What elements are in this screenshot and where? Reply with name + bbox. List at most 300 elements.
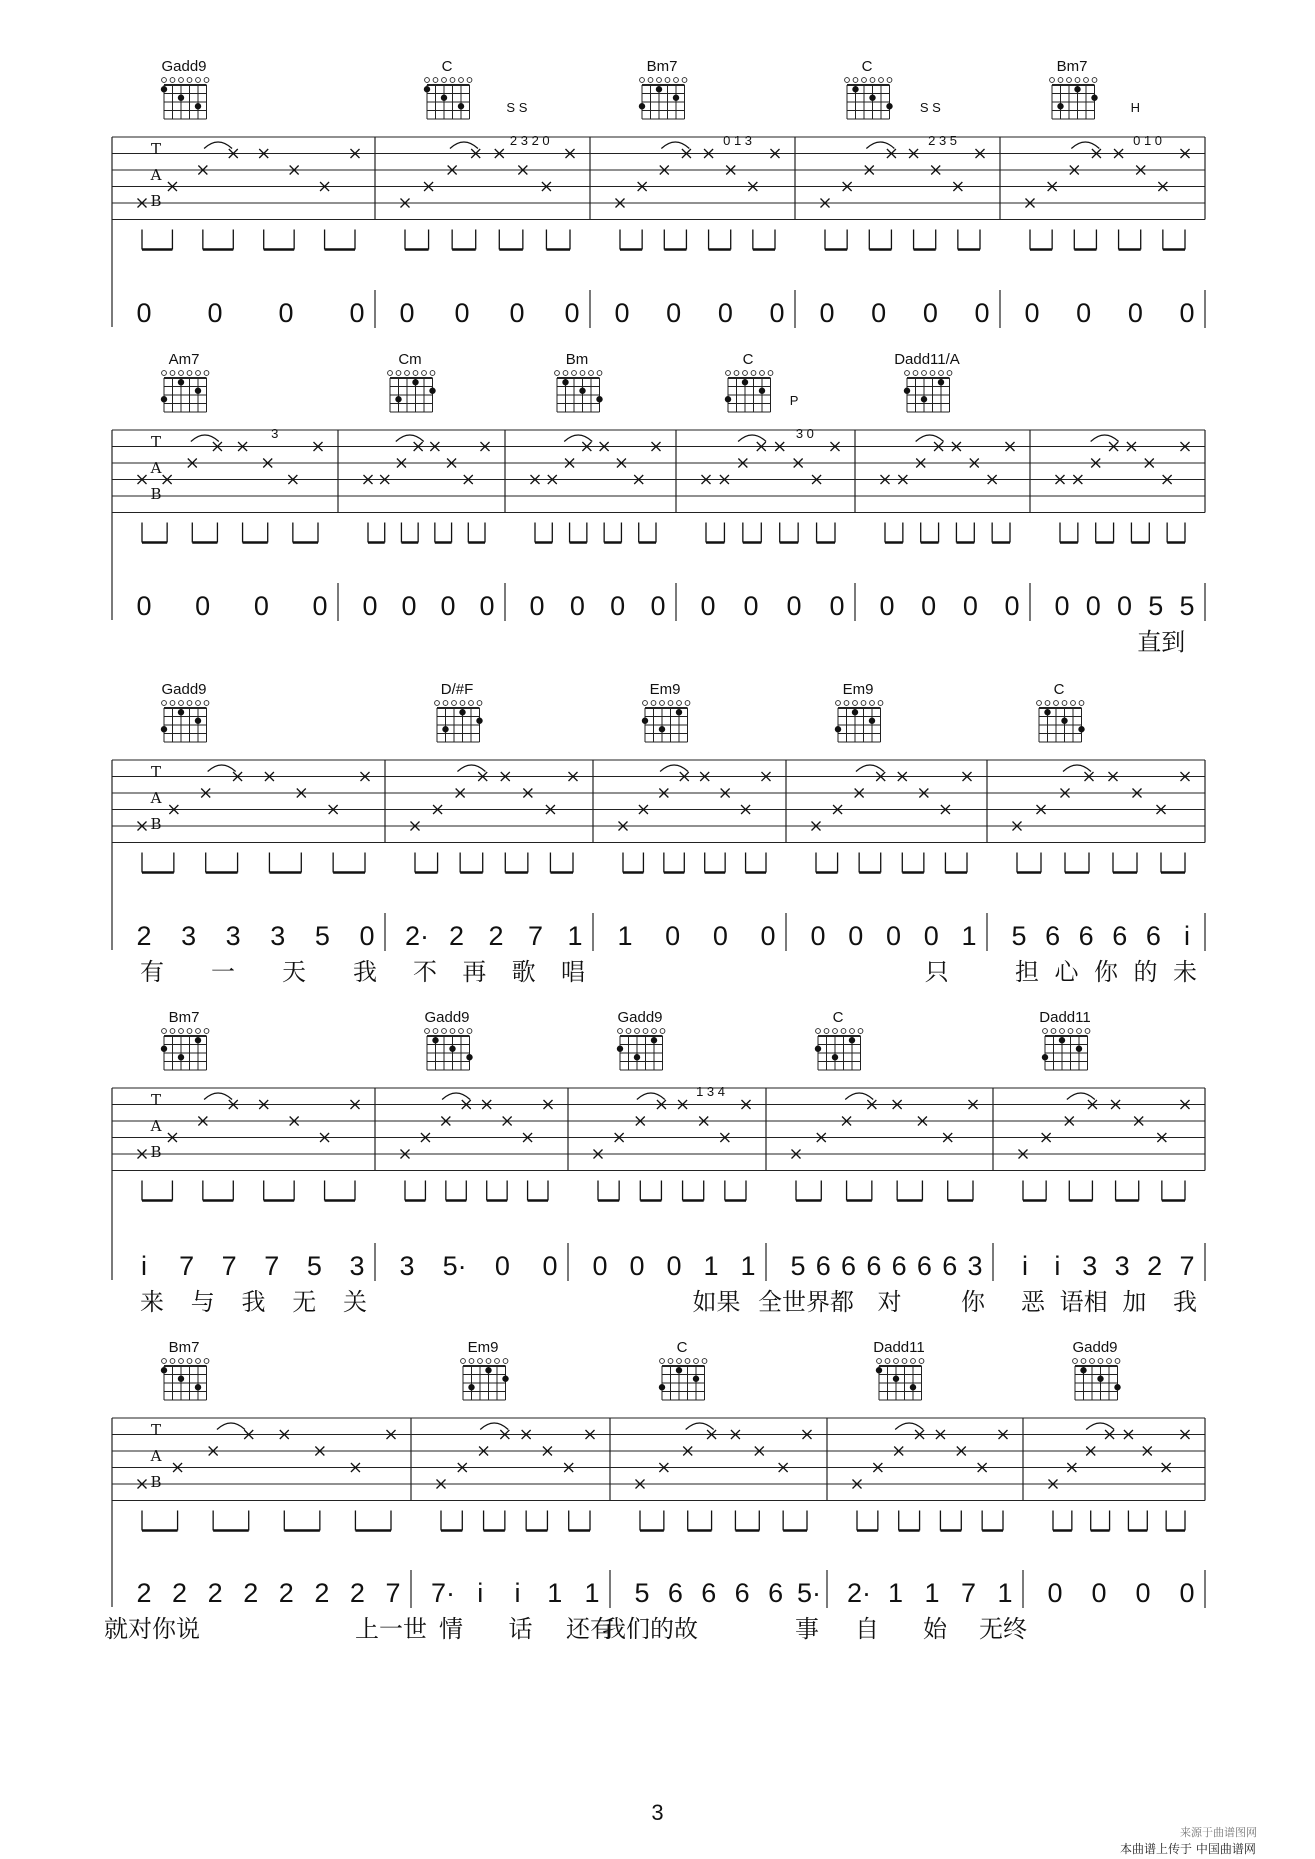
- tab-clef-letter: A: [150, 459, 162, 477]
- number-note: 5: [314, 921, 330, 951]
- chord-diagram: [845, 78, 893, 119]
- numbered-notes: [362, 591, 494, 621]
- number-note: 7: [221, 1251, 237, 1281]
- lyric-word: 的: [1133, 958, 1158, 986]
- number-note: 2: [243, 1578, 259, 1608]
- number-note: 6: [815, 1251, 831, 1281]
- tab-fret-numbers: 0 1 3: [723, 133, 753, 148]
- numbered-notes: [700, 591, 844, 621]
- chord-diagram: [425, 1029, 473, 1070]
- numbered-notes: [136, 1578, 400, 1608]
- system-5: [104, 1339, 1205, 1643]
- numbered-notes: [1022, 1251, 1195, 1281]
- tab-clef-letter: T: [150, 140, 162, 158]
- lyric-word: 就对你说: [104, 1615, 200, 1643]
- measure: [1019, 1009, 1206, 1316]
- system-4: [112, 1009, 1205, 1316]
- number-note: 0: [440, 591, 456, 621]
- number-note: 2·: [404, 921, 430, 951]
- lyrics: [439, 1615, 614, 1643]
- number-note: 6: [841, 1251, 857, 1281]
- tab-notes: [594, 1093, 751, 1201]
- number-note: 0: [349, 298, 365, 328]
- chord-name: Gadd9: [1072, 1339, 1118, 1356]
- number-note: 0: [885, 921, 902, 951]
- chord-diagram: [161, 1029, 209, 1070]
- numbered-notes: [879, 591, 1019, 621]
- number-note: 1: [997, 1578, 1013, 1608]
- tab-notes: [1056, 435, 1190, 543]
- number-note: 0: [760, 921, 776, 951]
- numbered-notes: [136, 298, 364, 328]
- number-note: 7·: [430, 1578, 456, 1608]
- tab-fret-numbers: 2 3 2 0: [509, 133, 550, 148]
- lyric-word: 担: [1015, 958, 1039, 986]
- number-note: 7: [1179, 1251, 1195, 1281]
- number-note: 6: [1112, 921, 1128, 951]
- number-note: 6: [891, 1251, 907, 1281]
- numbered-notes: [399, 1251, 557, 1281]
- number-note: 6: [1145, 921, 1161, 951]
- number-note: 0: [529, 591, 545, 621]
- chord-diagram: [1037, 701, 1085, 742]
- number-note: 1: [924, 1578, 940, 1608]
- chord-name: Am7: [168, 351, 200, 368]
- chord-name: C: [832, 1009, 844, 1026]
- lyric-word: 无: [292, 1288, 317, 1316]
- numbered-notes: [810, 921, 976, 951]
- lyric-word: 话: [508, 1615, 533, 1643]
- chord-diagram: [1042, 1029, 1090, 1070]
- number-note: 3: [270, 921, 286, 951]
- number-note: 5: [1148, 591, 1164, 621]
- number-note: 0: [665, 921, 681, 951]
- tab-notes: [853, 1423, 1008, 1531]
- number-note: 0: [479, 591, 495, 621]
- measure: [104, 1339, 427, 1643]
- lyric-word: 我: [241, 1288, 266, 1316]
- number-note: 0: [650, 591, 666, 621]
- number-note: 1: [567, 921, 583, 951]
- number-note: 0: [700, 591, 716, 621]
- number-note: 6: [942, 1251, 958, 1281]
- chord-diagram: [639, 78, 687, 119]
- chord-name: C: [742, 351, 754, 368]
- chord-diagram: [617, 1029, 665, 1070]
- number-note: 0: [871, 298, 887, 328]
- chord-name: Dadd11: [873, 1339, 925, 1356]
- chord-diagram: [555, 371, 603, 412]
- tab-notes: [411, 765, 578, 873]
- chord-name: Bm7: [646, 58, 678, 75]
- system-1: [112, 58, 1205, 328]
- number-note: 0: [1179, 298, 1195, 328]
- chord-name: Dadd11/A: [894, 351, 960, 368]
- chord-diagram: [161, 701, 209, 742]
- numbered-notes: [136, 591, 327, 621]
- lyric-word: 我: [353, 958, 377, 986]
- tab-notes: [821, 142, 985, 250]
- numbered-notes: [529, 591, 665, 621]
- number-note: 0: [848, 921, 864, 951]
- number-note: 1: [887, 1578, 904, 1608]
- numbered-notes: [614, 298, 784, 328]
- chord-name: C: [441, 58, 453, 75]
- tab-clef-letter: T: [150, 433, 162, 451]
- number-note: 5·: [796, 1578, 822, 1608]
- measure: [602, 1339, 827, 1643]
- tab-clef-letter: A: [150, 1447, 162, 1465]
- number-note: 0: [1054, 591, 1070, 621]
- footer-source: 来源于曲谱图网: [1180, 1826, 1257, 1839]
- number-note: 0: [1076, 298, 1092, 328]
- number-note: 0: [401, 591, 417, 621]
- number-note: 0: [1085, 591, 1101, 621]
- lyric-word: 对: [877, 1288, 902, 1316]
- number-note: 0: [592, 1251, 608, 1281]
- number-note: 6: [1045, 921, 1061, 951]
- chord-name: Gadd9: [617, 1009, 663, 1026]
- measure: [1024, 58, 1205, 328]
- tab-clef-letter: B: [150, 1473, 162, 1491]
- measure: [136, 681, 385, 986]
- tab-notes: [1019, 1093, 1190, 1201]
- chord-diagram: [725, 371, 773, 412]
- number-note: 1: [961, 921, 977, 951]
- tab-notes: [812, 765, 972, 873]
- chord-name: Bm7: [1056, 58, 1088, 75]
- page-number: 3: [651, 1800, 664, 1825]
- chord-name: Gadd9: [161, 58, 207, 75]
- lyric-word: 与: [190, 1288, 215, 1316]
- tab-notes: [702, 435, 840, 543]
- number-note: 0: [666, 298, 682, 328]
- number-note: 0: [359, 921, 375, 951]
- numbered-notes: [1054, 591, 1194, 621]
- number-note: i: [514, 1578, 521, 1608]
- tab-clef-letter: B: [150, 1143, 162, 1161]
- tab-notes: [138, 142, 360, 250]
- chord-name: Gadd9: [424, 1009, 470, 1026]
- chord-diagram: [659, 1359, 707, 1400]
- number-note: 0: [810, 921, 826, 951]
- measure: [529, 351, 676, 621]
- measure: [758, 1009, 993, 1316]
- measure: [614, 58, 795, 328]
- number-note: 6: [916, 1251, 932, 1281]
- chord-name: Em9: [467, 1339, 499, 1356]
- number-note: 3: [349, 1251, 365, 1281]
- lyric-word: 天: [282, 958, 306, 986]
- number-note: 0: [962, 591, 978, 621]
- numbered-notes: [634, 1578, 821, 1608]
- lyric-word: 恶: [1021, 1288, 1045, 1316]
- number-note: 2: [349, 1578, 365, 1608]
- lyric-word: 无终: [979, 1615, 1027, 1643]
- chord-diagram: [1073, 1359, 1121, 1400]
- number-note: 0: [195, 591, 211, 621]
- footer-site-name: 中国曲谱网: [1195, 1842, 1256, 1856]
- number-note: 0: [136, 298, 152, 328]
- system-3: [112, 681, 1205, 986]
- lyric-word: 始: [923, 1615, 947, 1643]
- number-note: 2: [1147, 1251, 1163, 1281]
- lyric-word: 我: [1173, 1288, 1197, 1316]
- tab-notes: [531, 435, 661, 543]
- tab-notes: [792, 1093, 978, 1201]
- number-note: 7: [179, 1251, 195, 1281]
- number-note: 7: [527, 921, 544, 951]
- lyric-word: 情: [439, 1615, 463, 1643]
- lyric-word: 我们的故: [602, 1615, 698, 1643]
- number-note: 0: [278, 298, 294, 328]
- number-note: 7: [960, 1578, 977, 1608]
- number-note: 6: [701, 1578, 717, 1608]
- number-note: 2: [172, 1578, 188, 1608]
- chord-name: D/#F: [440, 681, 474, 698]
- number-note: 1: [547, 1578, 563, 1608]
- lyrics: [1015, 958, 1197, 986]
- chord-diagram: [904, 371, 952, 412]
- measure: [819, 58, 1000, 328]
- chord-diagram: [388, 371, 436, 412]
- number-note: 0: [743, 591, 759, 621]
- number-note: 5: [634, 1578, 650, 1608]
- number-note: 0: [923, 921, 939, 951]
- lyric-word: 未: [1173, 958, 1197, 986]
- number-note: 0: [253, 591, 269, 621]
- number-note: 0: [362, 591, 378, 621]
- tab-clef-letter: T: [150, 763, 162, 781]
- number-note: 3: [1082, 1251, 1098, 1281]
- number-note: i: [1022, 1251, 1028, 1281]
- number-note: 1: [740, 1251, 756, 1281]
- number-note: 5: [1179, 591, 1195, 621]
- tab-notes: [364, 435, 490, 543]
- number-note: 0: [922, 298, 938, 328]
- measure: [399, 1009, 568, 1281]
- numbered-notes: [592, 1251, 755, 1281]
- lyric-word: 歌: [511, 958, 536, 986]
- number-note: 0: [829, 591, 845, 621]
- number-note: 0: [509, 298, 525, 328]
- tab-clef-letter: A: [150, 789, 162, 807]
- number-note: 7: [385, 1578, 401, 1608]
- number-note: 0: [1004, 591, 1020, 621]
- lyric-word: 全世界都: [758, 1288, 854, 1316]
- chord-diagram: [424, 78, 472, 119]
- tab-notes: [1026, 142, 1190, 250]
- chord-diagram: [435, 701, 483, 742]
- tab-notes: [401, 142, 575, 250]
- tab-fret-numbers: 3 0: [795, 426, 814, 441]
- number-note: 5: [1011, 921, 1027, 951]
- tab-notes: [138, 1093, 360, 1201]
- chord-name: Gadd9: [161, 681, 207, 698]
- number-note: 6: [667, 1578, 683, 1608]
- footer-upload-text: 本曲谱上传于: [1120, 1842, 1193, 1856]
- number-note: 5: [790, 1251, 806, 1281]
- technique-mark: P: [789, 393, 799, 408]
- number-note: 5·: [442, 1251, 467, 1281]
- chord-name: Em9: [649, 681, 681, 698]
- lyric-word: 事: [795, 1615, 819, 1643]
- chord-name: C: [861, 58, 873, 75]
- number-note: 3: [1114, 1251, 1130, 1281]
- number-note: 2: [207, 1578, 223, 1608]
- number-note: i: [477, 1578, 484, 1608]
- tab-fret-numbers: 2 3 5: [928, 133, 958, 148]
- lyrics: [925, 958, 949, 986]
- lyric-word: 唱: [561, 958, 585, 986]
- tab-notes: [881, 435, 1015, 543]
- chord-diagram: [815, 1029, 863, 1070]
- measure: [810, 681, 987, 986]
- lyric-word: 加: [1122, 1288, 1147, 1316]
- lyrics: [413, 958, 585, 986]
- tab-notes: [619, 765, 771, 873]
- number-note: 2: [136, 921, 152, 951]
- tab-notes: [138, 765, 370, 873]
- chord-diagram: [161, 1359, 209, 1400]
- lyric-word: 来: [140, 1288, 164, 1316]
- lyric-word: 心: [1054, 958, 1079, 986]
- measure: [138, 1009, 376, 1316]
- chord-name: Em9: [842, 681, 874, 698]
- number-note: 3: [967, 1251, 983, 1281]
- tab-clef-letter: A: [150, 1117, 162, 1135]
- number-note: 1: [703, 1251, 719, 1281]
- number-note: 0: [666, 1251, 682, 1281]
- number-note: 0: [569, 591, 585, 621]
- number-note: 0: [819, 298, 835, 328]
- number-note: 0: [1179, 1578, 1195, 1608]
- number-note: 6: [1078, 921, 1094, 951]
- lyric-word: 关: [343, 1288, 367, 1316]
- lyric-word: 直到: [1137, 628, 1186, 656]
- measure: [1047, 1339, 1205, 1608]
- number-note: 6: [768, 1578, 784, 1608]
- lyrics: [855, 1615, 1027, 1643]
- footer-upload-note: [1120, 1840, 1256, 1857]
- chord-diagram: [835, 701, 883, 742]
- tab-clef-letter: B: [150, 485, 162, 503]
- chord-name: Bm7: [168, 1009, 200, 1026]
- numbered-notes: [431, 1578, 600, 1608]
- measure: [362, 351, 505, 621]
- chord-name: Cm: [398, 351, 422, 368]
- number-note: 0: [312, 591, 328, 621]
- chord-diagram: [642, 701, 690, 742]
- tab-clef-letter: B: [150, 192, 162, 210]
- measure: [1054, 430, 1205, 656]
- lyric-word: 自: [855, 1615, 879, 1643]
- number-note: 0: [1024, 298, 1040, 328]
- measure: [405, 681, 593, 986]
- chord-diagram: [1050, 78, 1098, 119]
- numbered-notes: [399, 298, 579, 328]
- number-note: 0: [629, 1251, 645, 1281]
- tab-clef-letter: B: [150, 815, 162, 833]
- measure: [847, 1339, 1027, 1643]
- lyric-word: 如果: [692, 1288, 741, 1316]
- number-note: 2: [278, 1578, 294, 1608]
- numbered-notes: [617, 921, 775, 951]
- numbered-notes: [847, 1578, 1013, 1608]
- lyric-word: 只: [924, 958, 949, 986]
- number-note: 0: [542, 1251, 558, 1281]
- number-note: 0: [614, 298, 630, 328]
- number-note: 0: [1116, 591, 1133, 621]
- number-note: 0: [712, 921, 728, 951]
- number-note: 0: [717, 298, 733, 328]
- number-note: i: [141, 1251, 147, 1281]
- technique-mark: H: [1130, 100, 1140, 115]
- number-note: 0: [136, 591, 152, 621]
- chord-name: Bm: [565, 351, 589, 368]
- system-2: [112, 351, 1205, 656]
- lyrics: [602, 1615, 819, 1643]
- lyric-word: 你: [1094, 958, 1118, 986]
- number-note: 6: [866, 1251, 882, 1281]
- lyric-word: 你: [961, 1288, 985, 1316]
- lyric-word: 一: [211, 958, 235, 986]
- number-note: 2: [136, 1578, 152, 1608]
- tab-notes: [636, 1423, 812, 1531]
- measure: [700, 351, 855, 621]
- number-note: 0: [1047, 1578, 1063, 1608]
- measure: [431, 1339, 614, 1643]
- technique-mark: S S: [919, 100, 941, 115]
- number-note: 0: [494, 1251, 510, 1281]
- lyrics: [140, 1288, 367, 1316]
- tab-notes: [616, 142, 780, 250]
- tab-notes: [437, 1423, 595, 1531]
- numbered-notes: [136, 921, 374, 951]
- numbered-notes: [819, 298, 989, 328]
- chord-name: Dadd11: [1039, 1009, 1091, 1026]
- lyrics: [104, 1615, 427, 1643]
- tab-fret-numbers: 1 3 4: [696, 1084, 726, 1099]
- tab-notes: [138, 435, 323, 543]
- number-note: 0: [610, 591, 626, 621]
- numbered-notes: [1024, 298, 1194, 328]
- measure: [617, 681, 786, 951]
- lyrics: [140, 958, 377, 986]
- number-note: 0: [1135, 1578, 1151, 1608]
- number-note: 0: [974, 298, 990, 328]
- number-note: 2·: [846, 1578, 872, 1608]
- number-note: 0: [879, 591, 895, 621]
- numbered-notes: [790, 1251, 982, 1281]
- technique-mark: S S: [506, 100, 528, 115]
- tab-notes: [401, 1093, 553, 1201]
- number-note: 6: [734, 1578, 750, 1608]
- numbered-notes: [405, 921, 583, 951]
- chord-name: C: [1053, 681, 1065, 698]
- number-note: 1: [617, 921, 633, 951]
- chord-diagram: [876, 1359, 924, 1400]
- chord-diagram: [161, 78, 209, 119]
- number-note: 5: [306, 1251, 322, 1281]
- lyric-word: 不: [413, 958, 437, 986]
- number-note: 0: [1127, 298, 1143, 328]
- number-note: 0: [921, 591, 937, 621]
- number-note: 0: [786, 591, 802, 621]
- measure: [1011, 681, 1205, 986]
- lyric-word: 上一世: [355, 1615, 427, 1643]
- number-note: 0: [399, 298, 415, 328]
